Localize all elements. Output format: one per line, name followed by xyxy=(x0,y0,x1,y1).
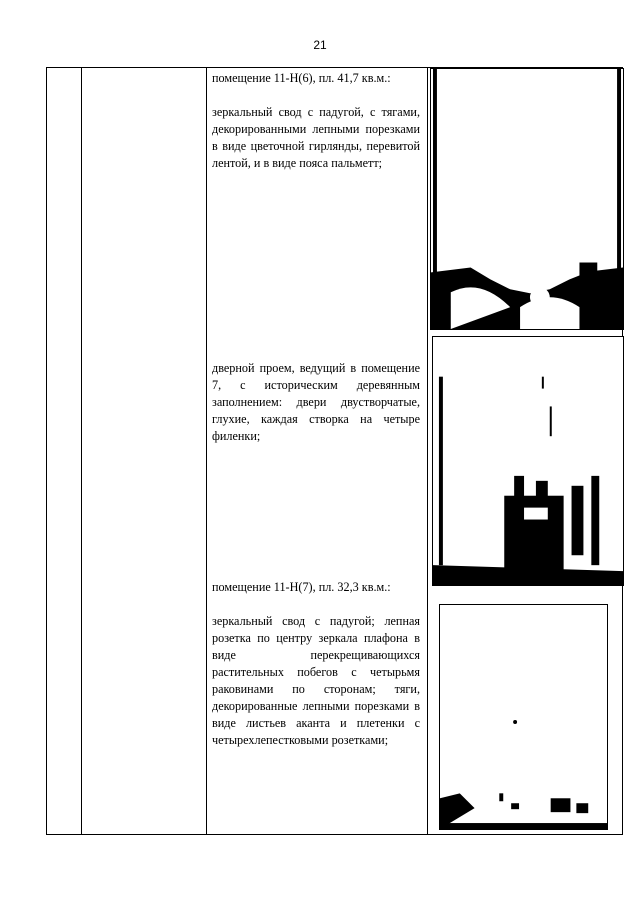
page-number: 21 xyxy=(313,38,327,52)
photo-ceiling-vault-1 xyxy=(430,68,624,330)
entry-1-description: зеркальный свод с падугой, с тягами, декорированными лепными порезками в виде цветочной гирлянды, перевитой лентой, и в виде пояса пальметт; xyxy=(212,105,420,170)
photo-door xyxy=(432,336,624,586)
document-table xyxy=(46,67,623,835)
column-divider-3 xyxy=(427,68,428,834)
photo-ceiling-vault-2 xyxy=(439,604,608,830)
entry-3-heading: помещение 11-Н(7), пл. 32,3 кв.м.: xyxy=(212,580,391,594)
entry-3-description: зеркальный свод с падугой; лепная розетка по центру зеркала плафона в виде перекрещивающихся растительных побегов с четырьмя раковинами по сторонам; тяги, декорированные лепными порезками в виде листьев аканта и плетенки с четырехлепестковыми розетками; xyxy=(212,614,420,747)
column-divider-1 xyxy=(81,68,82,834)
entry-1-heading: помещение 11-Н(6), пл. 41,7 кв.м.: xyxy=(212,71,391,85)
entry-2-description: дверной проем, ведущий в помещение 7, с историческим деревянным заполнением: двери двустворчатые, глухие, каждая створка на четыре филенки; xyxy=(212,361,420,443)
column-divider-2 xyxy=(206,68,207,834)
